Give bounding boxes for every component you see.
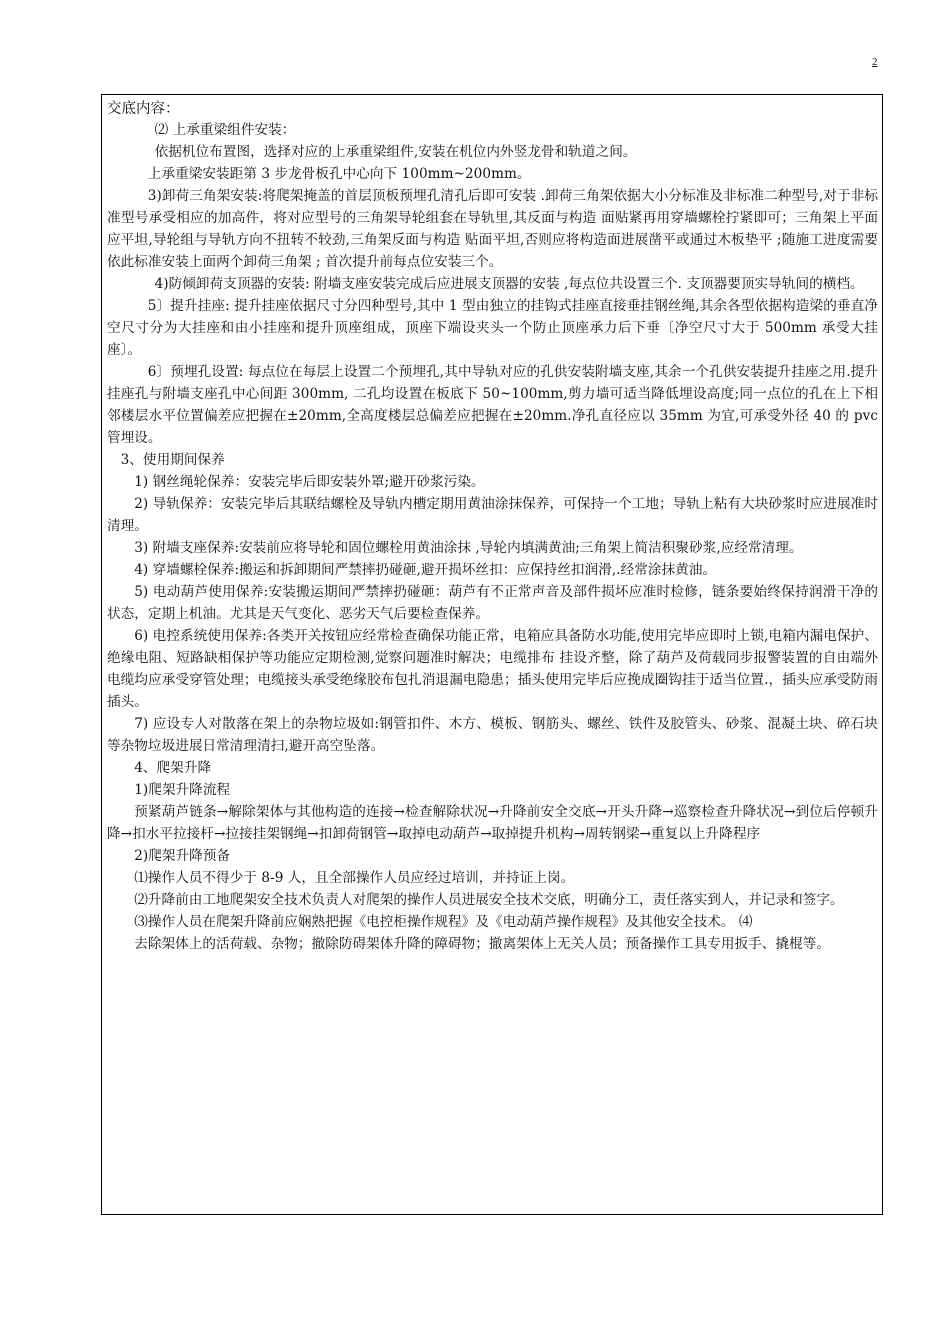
paragraph-list (107, 119, 878, 955)
paragraph-p22: ⑶操作人员在爬架升降前应娴熟把握《电控柜操作规程》及《电动葫芦操作规程》及其他安全技术。 ⑷ (134, 914, 753, 930)
paragraph-p13: 5) 电动葫芦使用保养:安装搬运期间严禁摔扔碰砸：葫芦有不正常声音及部件损坏应准时检修，链条要始终保持润滑干净的状态，定期上机油。尤其是天气变化、恶劣天气后要检查保养。 (107, 584, 878, 622)
paragraph-p1: ⑵ 上承重梁组件安装： (154, 122, 296, 138)
paragraph-p14: 6) 电控系统使用保养:各类开关按钮应经常检查确保功能正常，电箱应具备防水功能,使用完毕应即时上锁,电箱内漏电保护、绝缘电阻、短路缺相保护等功能应定期检测,觉察问题准时解决；电缆排布 挂设齐整，除了葫芦及荷载同步报警装置的自由端外电缆均应承受穿管处理；电缆接头承受绝缘胶布包扎消退漏电隐患；插头使用完毕后应挽成圈钩挂于适当位置.，插头应承受防雨插头。 (107, 628, 878, 710)
paragraph-p17: 1)爬架升降流程 (134, 782, 231, 798)
paragraph-p12: 4) 穿墙螺栓保养:搬运和拆卸期间严禁摔扔碰砸,避开损坏丝扣：应保持丝扣润滑,.经常涂抹黄油。 (134, 562, 717, 578)
paragraph-p8: 3、使用期间保养 (120, 452, 225, 468)
paragraph-p23: 去除架体上的活荷载、杂物；撤除防碍架体升降的障碍物；撤离架体上无关人员；预备操作工具专用扳手、撬棍等。 (134, 936, 831, 952)
paragraph-p4: 3)卸荷三角架安装:将爬架掩盖的首层顶板预埋孔清孔后即可安装 .卸荷三角架依据大小分标准及非标准二种型号,对于非标准型号承受相应的加高件，将对应型号的三角架导轮组套在导轨里,其反面与构造 面贴紧再用穿墙螺栓拧紧即可；三角架上平面应平坦,导轮组与导轨方向不扭转不较劲,三角架反面与构造 贴面平坦,否则应将构造面进展凿平或通过木板垫平 ;随施工进度需要依此标准安装上面两个卸荷三角架 ; 首次提升前每点位安装三个。 (107, 188, 878, 270)
paragraph-p11: 3) 附墙支座保养:安装前应将导轮和固位螺栓用黄油涂抹 ,导轮内填满黄油;三角架上简洁积聚砂浆,应经常清理。 (134, 540, 803, 556)
paragraph-p21: ⑵升降前由工地爬架安全技术负责人对爬架的操作人员进展安全技术交底，明确分工，责任落实到人，并记录和签字。 (134, 892, 844, 908)
paragraph-p2: 依据机位布置图，选择对应的上承重梁组件,安装在机位内外竖龙骨和轨道之间。 (154, 144, 637, 160)
paragraph-p18: 预紧葫芦链条→解除架体与其他构造的连接→检查解除状况→升降前安全交底→开头升降→巡察检查升降状况→到位后停顿升降→扣水平拉接杆→拉接挂架钢绳→扣卸荷钢管→取掉电动葫芦→取掉提升机构→周转钢梁→重复以上升降程序 (107, 804, 878, 842)
paragraph-p15: 7) 应设专人对散落在架上的杂物垃圾如:钢管扣件、木方、模板、钢筋头、螺丝、铁件及胶管头、砂浆、混凝土块、碎石块等杂物垃圾进展日常清理清扫,避开高空坠落。 (107, 716, 878, 754)
paragraph-p16: 4、爬架升降 (134, 760, 212, 776)
paragraph-p20: ⑴操作人员不得少于 8-9 人，且全部操作人员应经过培训，并持证上岗。 (134, 870, 575, 886)
paragraph-p7: 6〕预埋孔设置: 每点位在每层上设置二个预埋孔,其中导轨对应的孔供安装附墙支座,其余一个孔供安装提升挂座之用.提升挂座孔与附墙支座孔中心间距 300mm, 二孔均设置在板底下 50~100mm,剪力墙可适当降低埋设高度;同一点位的孔在上下相邻楼层水平位置偏差应把握在±20mm,全高度楼层总偏差应把握在±20mm.净孔直径应以 35mm 为宜,可承受外径 40 的 pvc 管埋设。 (107, 364, 878, 446)
disclosure-content-box (101, 94, 883, 1215)
paragraph-p5: 4)防倾卸荷支顶器的安装: 附墙支座安装完成后应进展支顶器的安装 ,每点位共设置三个. 支顶器要顶实导轨间的横档。 (154, 276, 864, 292)
paragraph-p3: 上承重梁安装距第 3 步龙骨板孔中心向下 100mm~200mm。 (147, 166, 531, 182)
section-heading: 交底内容： (107, 101, 180, 117)
paragraph-p10: 2) 导轨保养：安装完毕后其联结螺栓及导轨内槽定期用黄油涂抹保养，可保持一个工地；导轨上粘有大块砂浆时应进展准时清理。 (107, 496, 878, 534)
page-number: 2 (872, 56, 878, 68)
paragraph-p6: 5〕提升挂座: 提升挂座依据尺寸分四种型号,其中 1 型由独立的挂钩式挂座直接垂挂钢丝绳,其余各型依据构造梁的垂直净空尺寸分为大挂座和由小挂座和提升顶座组成，顶座下端设夹头一个防止顶座承力后下垂〔净空尺寸大于 500mm 承受大挂座〕。 (107, 298, 878, 358)
paragraph-p19: 2)爬架升降预备 (134, 848, 231, 864)
paragraph-p9: 1) 钢丝绳轮保养：安装完毕后即安装外罩;避开砂浆污染。 (134, 474, 485, 490)
